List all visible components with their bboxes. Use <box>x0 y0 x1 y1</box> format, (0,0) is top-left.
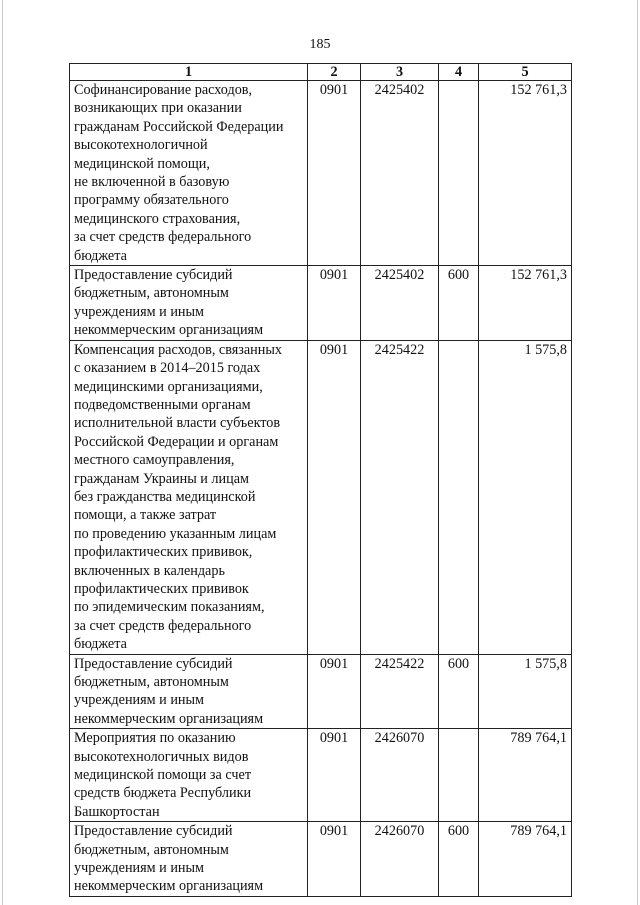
row-amount: 789 764,1 <box>479 729 572 822</box>
row-amount: 152 761,3 <box>479 266 572 341</box>
row-expense-type <box>439 729 479 822</box>
row-expense-type <box>439 81 479 266</box>
table-row <box>70 654 572 729</box>
row-name: Предоставление субсидий бюджетным, автономным учреждениям и иным некоммерческим организациям <box>70 822 308 897</box>
row-amount: 1 575,8 <box>479 654 572 729</box>
page-edge-left <box>2 0 3 905</box>
header-col-4: 4 <box>439 64 479 81</box>
header-col-1: 1 <box>70 64 308 81</box>
row-article-code: 2425402 <box>361 81 439 266</box>
table-header-row <box>70 64 572 81</box>
table-row <box>70 340 572 654</box>
header-col-3: 3 <box>361 64 439 81</box>
row-article-code: 2426070 <box>361 822 439 897</box>
row-amount: 152 761,3 <box>479 81 572 266</box>
page-edge-right <box>637 0 638 905</box>
row-section-code: 0901 <box>308 340 361 654</box>
row-expense-type: 600 <box>439 266 479 341</box>
row-article-code: 2425402 <box>361 266 439 341</box>
table-row <box>70 822 572 897</box>
row-name: Мероприятия по оказанию высокотехнологичных видов медицинской помощи за счет средств бюджета Республики Башкортостан <box>70 729 308 822</box>
row-expense-type: 600 <box>439 654 479 729</box>
row-section-code: 0901 <box>308 654 361 729</box>
table-row <box>70 729 572 822</box>
row-article-code: 2425422 <box>361 654 439 729</box>
table-row <box>70 81 572 266</box>
row-expense-type: 600 <box>439 822 479 897</box>
row-name: Предоставление субсидий бюджетным, автономным учреждениям и иным некоммерческим организациям <box>70 654 308 729</box>
row-section-code: 0901 <box>308 266 361 341</box>
row-name: Компенсация расходов, связанных с оказанием в 2014–2015 годах медицинскими организациями, подведомственными органам исполнительной власти субъектов Российской Федерации и органам местного самоуправления, гражданам Украины и лицам без гражданства медицинской помощи, а также затрат по проведению указанным лицам профилактических прививок, включенных в календарь профилактических прививок по эпидемическим показаниям, за счет средств федерального бюджета <box>70 340 308 654</box>
row-section-code: 0901 <box>308 729 361 822</box>
row-section-code: 0901 <box>308 822 361 897</box>
row-amount: 1 575,8 <box>479 340 572 654</box>
row-article-code: 2426070 <box>361 729 439 822</box>
row-section-code: 0901 <box>308 81 361 266</box>
row-article-code: 2425422 <box>361 340 439 654</box>
table-row <box>70 266 572 341</box>
row-name: Софинансирование расходов, возникающих при оказании гражданам Российской Федерации высокотехнологичной медицинской помощи, не включенной в базовую программу обязательного медицинского страхования, за счет средств федерального бюджета <box>70 81 308 266</box>
header-col-5: 5 <box>479 64 572 81</box>
header-col-2: 2 <box>308 64 361 81</box>
budget-table <box>69 63 572 897</box>
row-expense-type <box>439 340 479 654</box>
row-name: Предоставление субсидий бюджетным, автономным учреждениям и иным некоммерческим организациям <box>70 266 308 341</box>
page-number: 185 <box>309 37 331 52</box>
row-amount: 789 764,1 <box>479 822 572 897</box>
